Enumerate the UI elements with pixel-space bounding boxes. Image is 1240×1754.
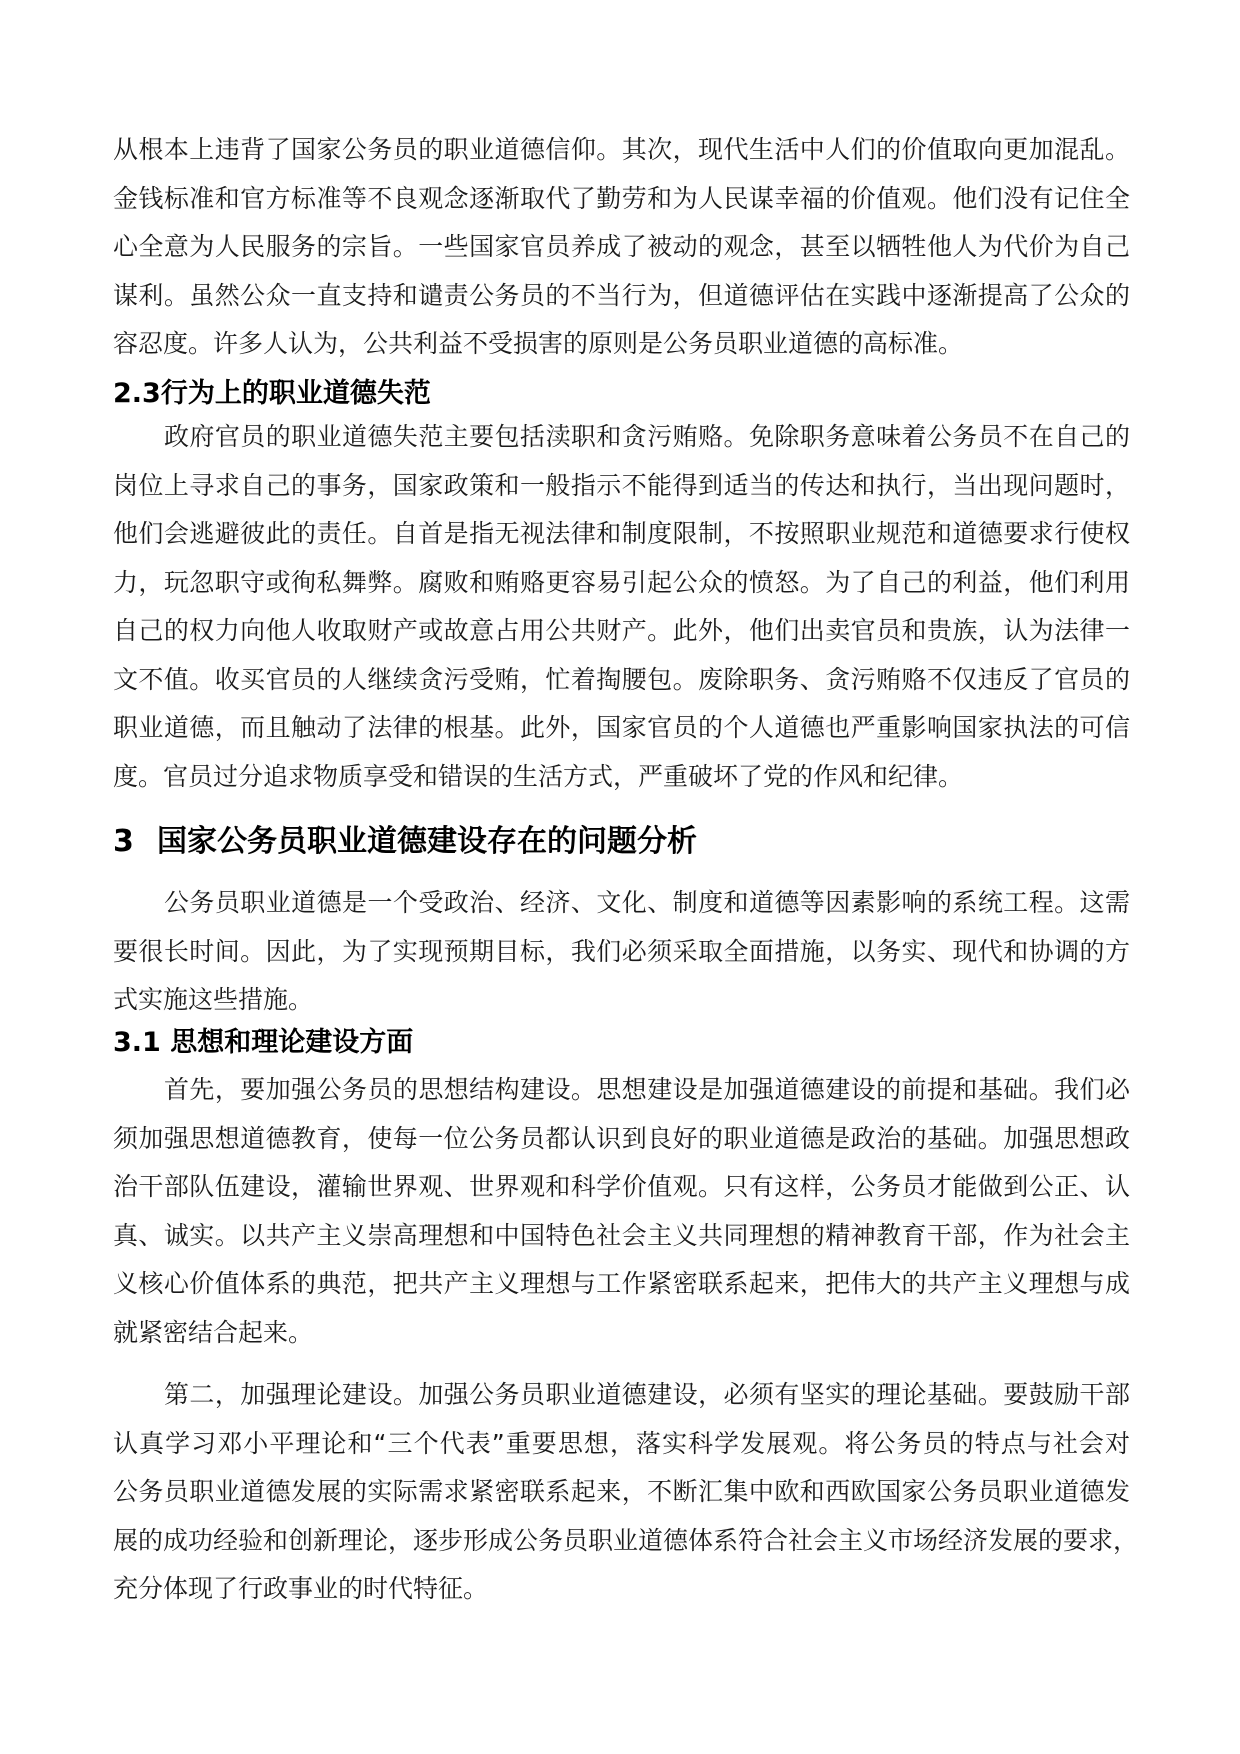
paragraph-continued (113, 126, 1130, 369)
text-line: 谋利。虽然公众一直支持和谴责公务员的不当行为，但道德评估在实践中逐渐提高了公众的 (113, 280, 1130, 310)
text-line: 治干部队伍建设，灌输世界观、世界观和科学价值观。只有这样，公务员才能做到公正、认 (113, 1172, 1130, 1201)
paragraph-second (113, 1371, 1139, 1614)
text-line: 就紧密结合起来。 (113, 1317, 314, 1347)
text-line: 展的成功经验和创新理论，逐步形成公务员职业道德体系符合社会主义市场经济发展的要求， (113, 1525, 1139, 1555)
text-line: 力，玩忽职守或徇私舞弊。腐败和贿赂更容易引起公众的愤怒。为了自己的利益，他们利用 (113, 567, 1130, 597)
text-line: 真、诚实。以共产主义崇高理想和中国特色社会主义共同理想的精神教育干部，作为社会主 (113, 1220, 1130, 1250)
text-line: 认真学习邓小平理论和“三个代表”重要思想，落实科学发展观。将公务员的特点与社会对 (113, 1428, 1130, 1458)
text-line: 要很长时间。因此，为了实现预期目标，我们必须采取全面措施，以务实、现代和协调的方 (113, 936, 1130, 966)
paragraph-misconduct (113, 413, 1130, 801)
text-line: 充分体现了行政事业的时代特征。 (113, 1574, 489, 1603)
paragraph-first (113, 1066, 1130, 1357)
section-heading-3-1: 3.1 思想和理论建设方面 (113, 1027, 414, 1058)
text-line: 他们会逃避彼此的责任。自首是指无视法律和制度限制，不按照职业规范和道德要求行使权 (113, 519, 1130, 548)
text-line: 公务员职业道德发展的实际需求紧密联系起来，不断汇集中欧和西欧国家公务员职业道德发 (113, 1477, 1130, 1506)
text-line: 第二，加强理论建设。加强公务员职业道德建设，必须有坚实的理论基础。要鼓励干部 (164, 1380, 1130, 1409)
text-line: 从根本上违背了国家公务员的职业道德信仰。其次，现代生活中人们的价值取向更加混乱。 (113, 135, 1130, 164)
chapter-number: 3 (113, 824, 134, 859)
text-line: 心全意为人民服务的宗旨。一些国家官员养成了被动的观念，甚至以牺牲他人为代价为自己 (113, 232, 1130, 261)
chapter-heading-3 (113, 822, 1130, 862)
text-line: 首先，要加强公务员的思想结构建设。思想建设是加强道德建设的前提和基础。我们必 (164, 1075, 1130, 1104)
text-line: 岗位上寻求自己的事务，国家政策和一般指示不能得到适当的传达和执行，当出现问题时， (113, 470, 1130, 500)
text-line: 式实施这些措施。 (113, 985, 314, 1014)
section-heading-2-3: 2.3行为上的职业道德失范 (113, 378, 431, 409)
text-line: 金钱标准和官方标准等不良观念逐渐取代了勤劳和为人民谋幸福的价值观。他们没有记住全 (113, 183, 1130, 213)
text-line: 须加强思想道德教育，使每一位公务员都认识到良好的职业道德是政治的基础。加强思想政 (113, 1123, 1130, 1153)
text-line: 度。官员过分追求物质享受和错误的生活方式，严重破坏了党的作风和纪律。 (113, 761, 964, 791)
chapter-title: 国家公务员职业道德建设存在的问题分析 (157, 824, 697, 859)
text-line: 职业道德，而且触动了法律的根基。此外，国家官员的个人道德也严重影响国家执法的可信 (113, 713, 1130, 742)
paragraph-intro (113, 879, 1130, 1025)
text-line: 自己的权力向他人收取财产或故意占用公共财产。此外，他们出卖官员和贵族，认为法律一 (113, 616, 1130, 645)
text-line: 容忍度。许多人认为，公共利益不受损害的原则是公务员职业道德的高标准。 (113, 329, 964, 358)
text-line: 文不值。收买官员的人继续贪污受贿，忙着掏腰包。废除职务、贪污贿赂不仅违反了官员的 (113, 664, 1130, 694)
text-line: 公务员职业道德是一个受政治、经济、文化、制度和道德等因素影响的系统工程。这需 (164, 888, 1130, 917)
text-line: 义核心价值体系的典范，把共产主义理想与工作紧密联系起来，把伟大的共产主义理想与成 (113, 1269, 1130, 1298)
text-line: 政府官员的职业道德失范主要包括渎职和贪污贿赂。免除职务意味着公务员不在自己的 (164, 422, 1130, 451)
